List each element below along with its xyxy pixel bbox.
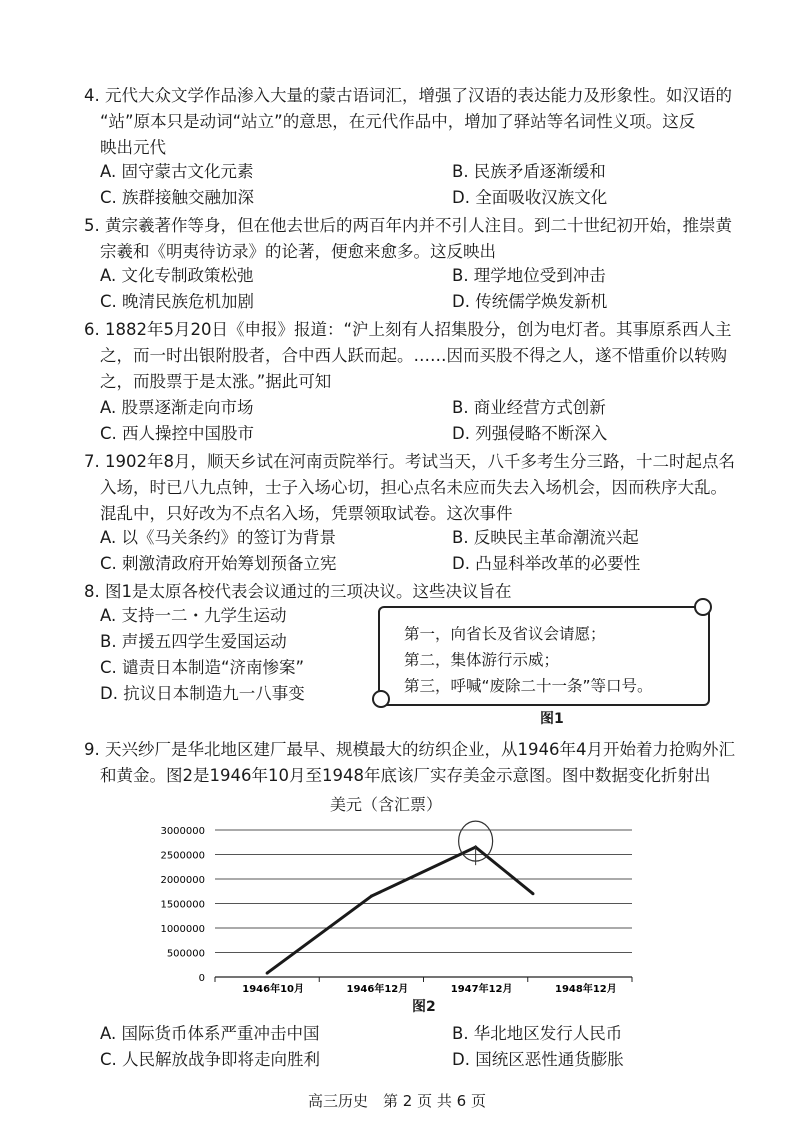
q5-option-c[interactable]: C. 晚清民族危机加剧 [100,292,255,311]
q7-option-a[interactable]: A. 以《马关条约》的签订为背景 [100,528,336,547]
y-tick-label: 2500000 [160,850,205,862]
q5-stem-line-2: 宗羲和《明夷待访录》的论著，便愈来愈多。这反映出 [100,242,496,261]
figure1-caption: 图1 [540,711,564,727]
y-tick-label: 0 [198,973,205,984]
q9-stem-line-1: 9. 天兴纱厂是华北地区建厂最早、规模最大的纺织企业，从1946年4月开始着力抢购外汇 [84,740,735,759]
y-tick-label: 500000 [166,948,205,960]
q4-option-a[interactable]: A. 固守蒙古文化元素 [100,162,254,181]
q7-stem-line-3: 混乱中，只好改为不点名入场，凭票领取试卷。这次事件 [100,504,513,523]
q4-stem-line-2: “站”原本只是动词“站立”的意思，在元代作品中，增加了驿站等名词性义项。这反 [100,112,696,131]
x-tick-label: 1947年12月 [450,984,513,995]
y-tick-label: 3000000 [160,826,205,837]
q4-stem-line-3: 映出元代 [100,138,166,157]
q6-stem-line-2: 之，而一时出银附股者，合中西人跃而起。……因而买股不得之人，遂不惜重价以转购 [100,346,727,365]
q9-stem-line-2: 和黄金。图2是1946年10月至1948年底该厂实存美金示意图。图中数据变化折射出 [100,766,711,785]
q9-option-b[interactable]: B. 华北地区发行人民币 [452,1024,623,1043]
series-line [267,847,533,973]
chart-title: 美元（含汇票） [330,795,443,814]
q8-option-d[interactable]: D. 抗议日本制造九一八事变 [100,684,305,703]
figure1-scroll [378,606,710,706]
q9-option-d[interactable]: D. 国统区恶性通货膨胀 [452,1050,624,1069]
usd-holdings-line-chart [0,812,794,1052]
q4-stem-line-1: 4. 元代大众文学作品渗入大量的蒙古语词汇，增强了汉语的表达能力及形象性。如汉语的 [84,86,732,105]
q7-option-b[interactable]: B. 反映民主革命潮流兴起 [452,528,639,547]
page-footer: 高三历史 第 2 页 共 6 页 [308,1092,486,1110]
x-tick-label: 1946年10月 [242,984,304,995]
data-point [370,895,373,898]
y-tick-label: 2000000 [160,875,205,886]
q8-stem-line-1: 8. 图1是太原各校代表会议通过的三项决议。这些决议旨在 [84,582,512,601]
q6-option-b[interactable]: B. 商业经营方式创新 [452,398,606,417]
q8-option-b[interactable]: B. 声援五四学生爱国运动 [100,632,287,651]
q4-option-c[interactable]: C. 族群接触交融加深 [100,188,255,207]
q5-option-d[interactable]: D. 传统儒学焕发新机 [452,292,608,311]
q4-option-b[interactable]: B. 民族矛盾逐渐缓和 [452,162,606,181]
q5-option-b[interactable]: B. 理学地位受到冲击 [452,266,606,285]
figure1-resolution-2: 第二，集体游行示威； [404,651,560,669]
figure1-resolution-1: 第一，向省长及省议会请愿； [404,625,606,643]
q7-stem-line-2: 入场，时已八九点钟，士子入场心切，担心点名未应而失去入场机会，因而秩序大乱。 [100,478,727,497]
q6-option-a[interactable]: A. 股票逐渐走向市场 [100,398,254,417]
q6-option-d[interactable]: D. 列强侵略不断深入 [452,424,608,443]
x-tick-label: 1948年12月 [555,984,617,995]
q5-stem-line-1: 5. 黄宗羲著作等身，但在他去世后的两百年内并不引人注目。到二十世纪初开始，推崇黄 [84,216,732,235]
x-tick-label: 1946年12月 [346,984,409,995]
q6-stem-line-3: 之，而股票于是太涨。”据此可知 [100,372,332,391]
q8-option-c[interactable]: C. 谴责日本制造“济南惨案” [100,658,305,677]
q7-stem-line-1: 7. 1902年8月，顺天乡试在河南贡院举行。考试当天，八千多考生分三路，十二时起点名 [84,452,735,471]
scroll-curl-top-icon [694,598,712,616]
figure1-resolution-3: 第三，呼喊“废除二十一条”等口号。 [404,677,653,695]
data-point [531,892,534,895]
q7-option-c[interactable]: C. 刺激清政府开始筹划预备立宪 [100,554,337,573]
q5-option-a[interactable]: A. 文化专制政策松弛 [100,266,254,285]
q9-option-a[interactable]: A. 国际货币体系严重冲击中国 [100,1024,320,1043]
y-tick-label: 1000000 [160,924,205,935]
q6-stem-line-1: 6. 1882年5月20日《申报》报道：“沪上刻有人招集股分，创为电灯者。其事原系西人主 [84,320,732,339]
q8-option-a[interactable]: A. 支持一二・九学生运动 [100,606,287,625]
scroll-curl-bottom-icon [372,690,390,708]
q7-option-d[interactable]: D. 凸显科举改革的必要性 [452,554,641,573]
q6-option-c[interactable]: C. 西人操控中国股市 [100,424,255,443]
y-tick-label: 1500000 [160,899,205,911]
data-point [266,972,269,975]
figure2-caption: 图2 [412,999,436,1015]
q9-option-c[interactable]: C. 人民解放战争即将走向胜利 [100,1050,321,1069]
q4-option-d[interactable]: D. 全面吸收汉族文化 [452,188,608,207]
